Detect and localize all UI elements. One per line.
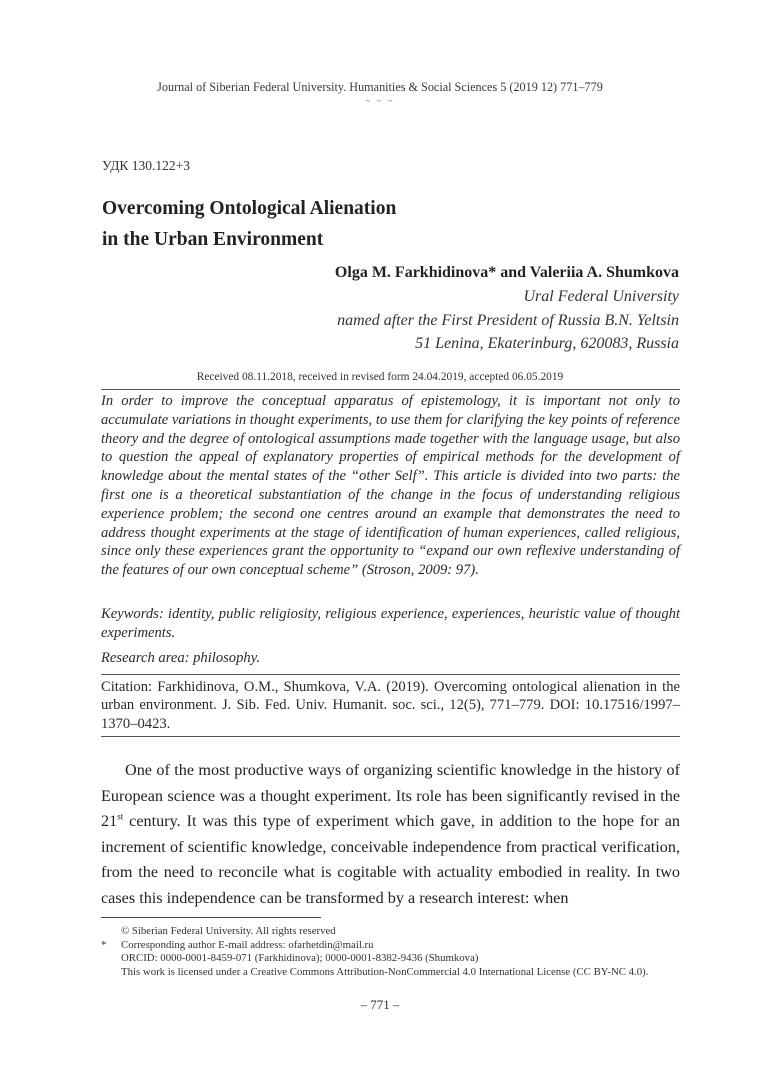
citation: Citation: Farkhidinova, O.M., Shumkova, V.A. (2019). Overcoming ontological alienation in the urban environment. J. Sib. Fed. Univ. Humanit. soc. sci., 12(5), 771–779. DOI: 10.17516/1997–1370–0423. bbox=[101, 679, 680, 732]
affiliation bbox=[337, 285, 679, 356]
orcid-note bbox=[101, 952, 648, 966]
body-text-part: century. It was this type of experiment which gave, in addition to the hope for an increment of scientific knowledge, conceivable independence from practical verification, from the need to reconcile what is cogitable with actuality embodied in reality. In two cases this independence can be transformed by a research interest: when bbox=[101, 812, 680, 907]
research-area: Research area: philosophy. bbox=[101, 650, 261, 666]
affiliation-line: 51 Lenina, Ekaterinburg, 620083, Russia bbox=[415, 335, 679, 352]
running-head: Journal of Siberian Federal University. Humanities & Social Sciences 5 (2019 12) 771–779 bbox=[157, 80, 603, 94]
page-number: – 771 – bbox=[360, 997, 400, 1012]
body-paragraph bbox=[101, 758, 680, 912]
divider bbox=[101, 674, 680, 675]
authors: Olga M. Farkhidinova* and Valeriia A. Shumkova bbox=[334, 264, 679, 281]
license-text: This work is licensed under a Creative Commons Attribution-NonCommercial 4.0 International License (CC BY-NC 4.0). bbox=[121, 965, 649, 978]
superscript: st bbox=[117, 811, 124, 822]
footnote-divider bbox=[101, 917, 321, 918]
header-ornament: ~ ~ ~ bbox=[365, 96, 395, 106]
body-text bbox=[101, 758, 680, 912]
license-note bbox=[101, 966, 648, 980]
divider bbox=[101, 736, 680, 737]
asterisk-mark: * bbox=[101, 938, 107, 951]
title-line-1: Overcoming Ontological Alienation bbox=[102, 198, 397, 219]
keywords: Keywords: identity, public religiosity, religious experience, experiences, heuristic value of thought experiments. bbox=[101, 606, 680, 641]
udk-code: УДК 130.122+3 bbox=[102, 158, 191, 173]
email-note bbox=[101, 939, 648, 953]
abstract: In order to improve the conceptual apparatus of epistemology, it is important not only to accumulate variations in thought experiments, to use them for clarifying the key points of reference theory and the degree of ontological assumptions made together with the language usage, but also to question the appeal of explanatory properties of empirical methods for the development of knowledge about the mental states of the “other Self”. This article is divided into two parts: the first one is a theoretical substantiation of the change in the focus of understanding religious experience problem; the second one centres around an example that demonstrates the need to address thought experiments at the stage of identification of human experiences, called religious, since only these experiences grant the opportunity to “expand our own reflexive understanding of the features of our own conceptual scheme” (Stroson, 2009: 97). bbox=[101, 393, 680, 579]
affiliation-line: Ural Federal University bbox=[523, 288, 679, 305]
body-text-part: One of the most productive ways of organizing scientific knowledge in the history of European science was a thought experiment. Its role has been significantly revised in the 21 bbox=[101, 761, 680, 831]
email-text: Corresponding author E-mail address: ofarhetdin@mail.ru bbox=[121, 938, 374, 951]
title-line-2: in the Urban Environment bbox=[102, 229, 324, 250]
copyright-text: © Siberian Federal University. All rights reserved bbox=[121, 925, 336, 937]
affiliation-line: named after the First President of Russia B.N. Yeltsin bbox=[337, 311, 679, 329]
orcid-text: ORCID: 0000-0001-8459-071 (Farkhidinova); 0000-0001-8382-9436 (Shumkova) bbox=[121, 952, 479, 965]
article-title bbox=[102, 193, 396, 255]
copyright-note bbox=[101, 925, 648, 939]
footnotes bbox=[101, 925, 648, 979]
received-dates: Received 08.11.2018, received in revised form 24.04.2019, accepted 06.05.2019 bbox=[196, 371, 564, 383]
divider bbox=[101, 389, 680, 390]
